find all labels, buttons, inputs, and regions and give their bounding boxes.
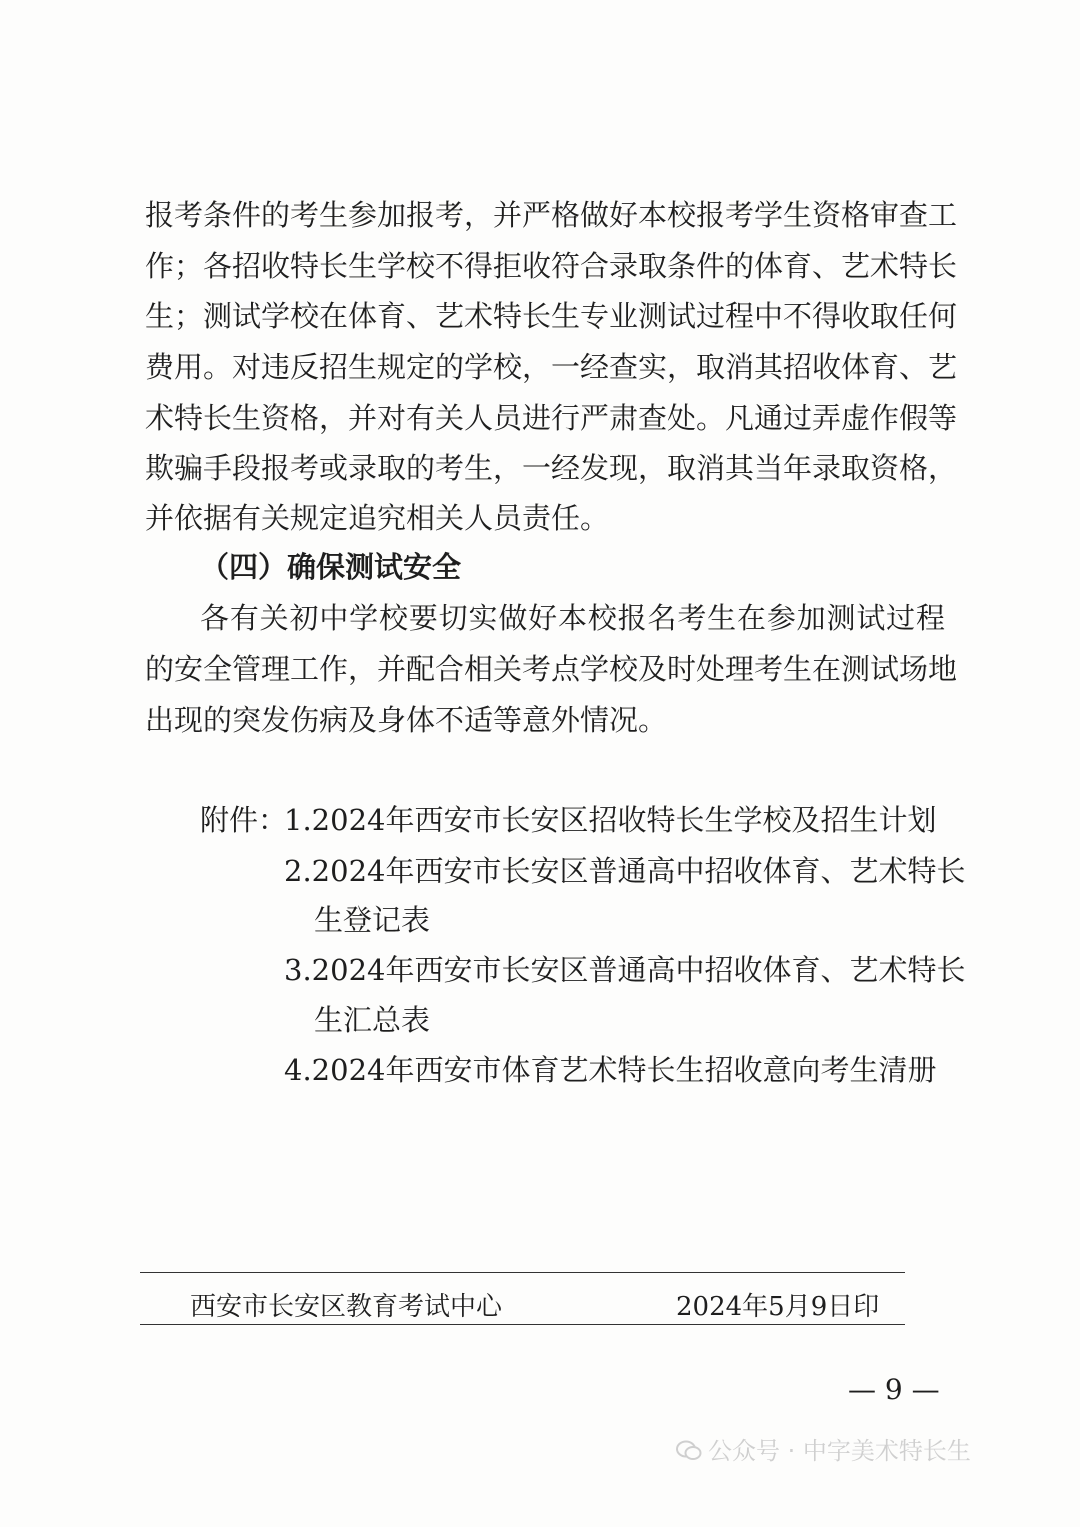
watermark-text: 公众号 · 中字美术特长生 xyxy=(708,1437,971,1465)
footer-bottom-rule xyxy=(140,1324,905,1325)
footer-top-rule xyxy=(140,1272,905,1273)
body-line: 的安全管理工作，并配合相关考点学校及时处理考生在测试场地 xyxy=(145,652,958,686)
body-line: 报考条件的考生参加报考，并严格做好本校报考学生资格审查工 xyxy=(145,198,958,232)
wechat-icon xyxy=(676,1439,702,1461)
attachments-label: 附件： xyxy=(200,803,288,837)
attachment-item: 4.2024年西安市体育艺术特长生招收意向考生清册 xyxy=(284,1053,937,1087)
body-line: 作；各招收特长生学校不得拒收符合录取条件的体育、艺术特长 xyxy=(145,249,958,283)
attachment-item: 3.2024年西安市长安区普通高中招收体育、艺术特长 xyxy=(284,953,966,987)
print-date: 2024年5月9日印 xyxy=(676,1292,880,1322)
watermark xyxy=(676,1436,971,1466)
body-line: 费用。对违反招生规定的学校，一经查实，取消其招收体育、艺 xyxy=(145,350,958,384)
body-line: 各有关初中学校要切实做好本校报名考生在参加测试过程 xyxy=(200,601,945,635)
attachment-item: 1.2024年西安市长安区招收特长生学校及招生计划 xyxy=(284,803,937,837)
body-line: 术特长生资格，并对有关人员进行严肃查处。凡通过弄虚作假等 xyxy=(145,401,958,435)
attachment-item: 生登记表 xyxy=(314,903,431,937)
page-number: — 9 — xyxy=(848,1373,940,1406)
attachment-item: 生汇总表 xyxy=(314,1003,431,1037)
body-line: 并依据有关规定追究相关人员责任。 xyxy=(145,501,610,535)
body-line: 出现的突发伤病及身体不适等意外情况。 xyxy=(145,703,668,737)
attachment-item: 2.2024年西安市长安区普通高中招收体育、艺术特长 xyxy=(284,854,966,888)
issuer-name: 西安市长安区教育考试中心 xyxy=(190,1292,503,1322)
section-heading: （四）确保测试安全 xyxy=(200,550,462,584)
body-line: 生；测试学校在体育、艺术特长生专业测试过程中不得收取任何 xyxy=(145,299,958,333)
body-line: 欺骗手段报考或录取的考生，一经发现，取消其当年录取资格， xyxy=(145,451,958,485)
